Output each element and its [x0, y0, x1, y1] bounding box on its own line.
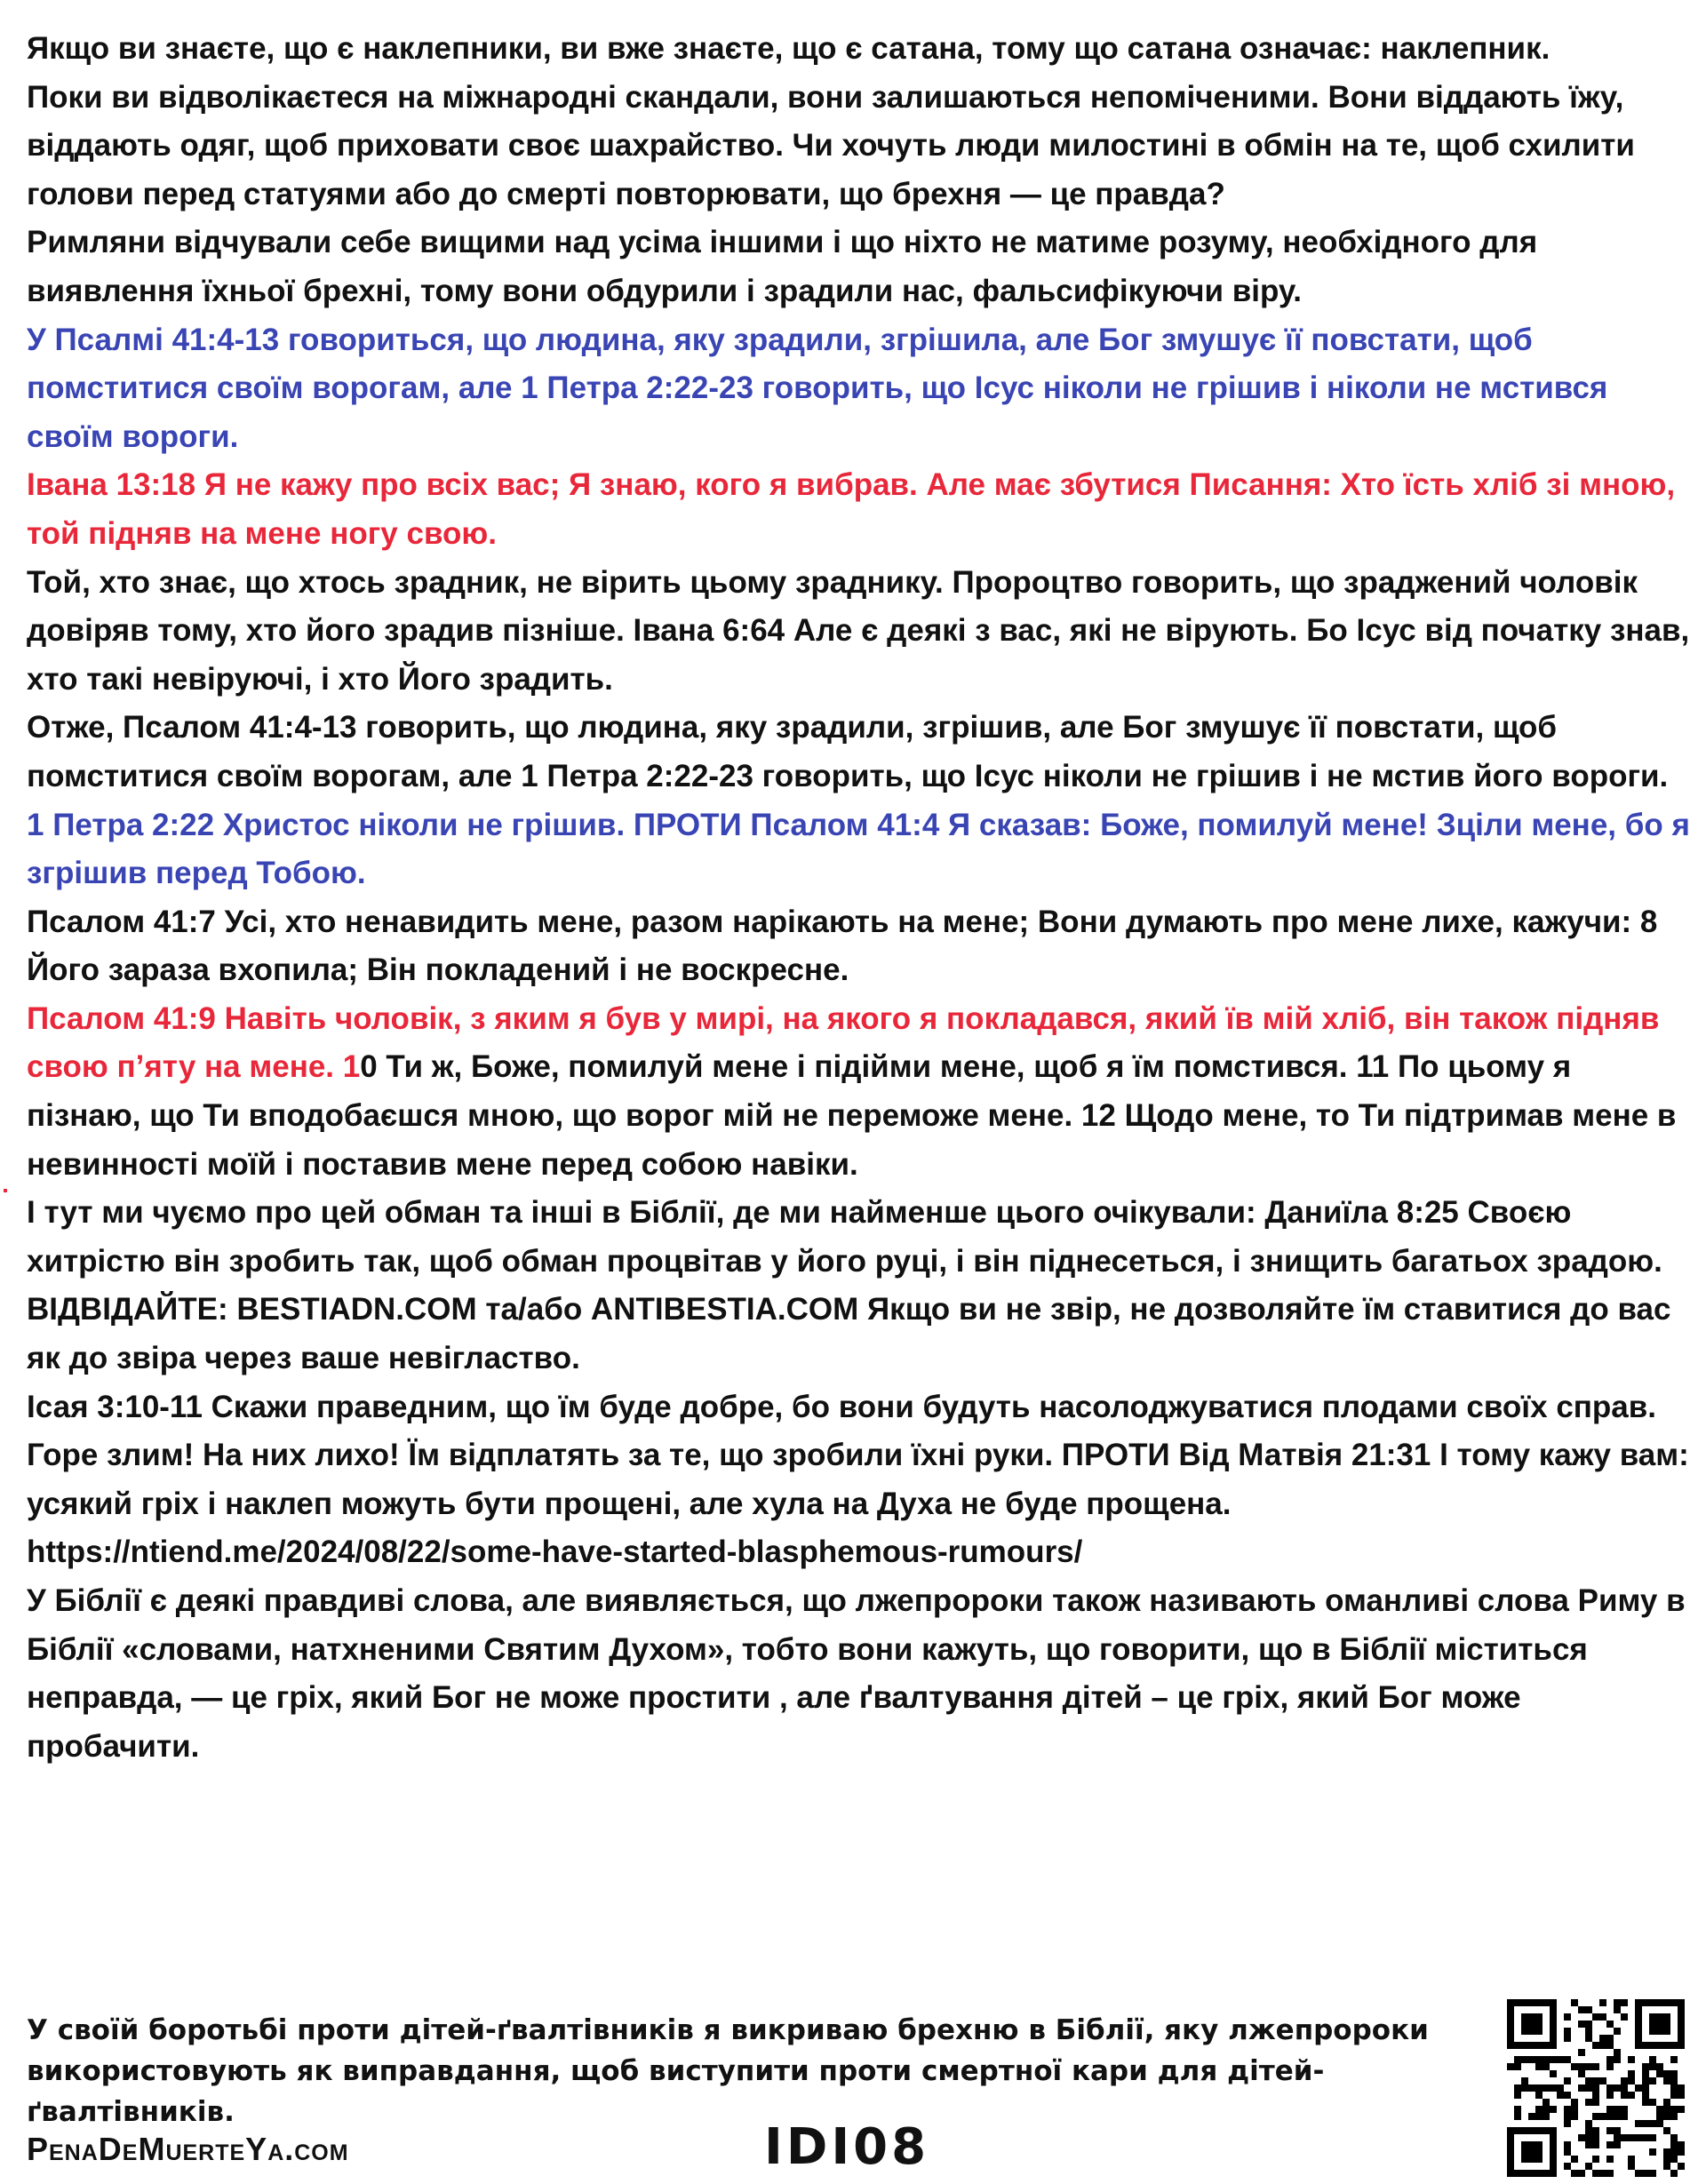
paragraph-5-red: Івана 13:18 Я не кажу про всіх вас; Я знаю, кого я вибрав. Але має збутися Писання: Хто їсть хліб зі мною, той підняв на мене ногу свою.	[27, 467, 1676, 551]
qr-code-icon	[1507, 1999, 1685, 2177]
bottom-note: У своїй боротьбі проти дітей-ґвалтівників я викриваю брехню в Біблії, яку лжепророки використовують як виправдання, щоб виступити проти смертної кари для дітей-ґвалтівників.	[27, 2014, 1429, 2128]
paragraph-1: Якщо ви знаєте, що є наклепники, ви вже знаєте, що є сатана, тому що сатана означає: наклепник.	[27, 31, 1551, 66]
paragraph-10-red-part: Псалом 41:9 Навіть чоловік, з яким я був у мирі, на якого я покладався, який їв мій хліб, він також підняв свою п’яту на мене. 1	[27, 1000, 1660, 1085]
brand-site: PenaDeMuerteYa.com	[27, 2131, 349, 2167]
paragraph-10-mixed	[27, 995, 1690, 1189]
paragraph-13: Ісая 3:10-11 Скажи праведним, що їм буде добре, бо вони будуть насолоджуватися плодами своїх справ. Горе злим! На них лихо! Їм відплатять за те, що зробили їхні руки. ПРОТИ Від Матвія 21:31 І тому кажу вам: усякий гріх і наклеп можуть бути прощені, але хула на Духа не буде прощена.	[27, 1389, 1689, 1521]
document-body	[27, 25, 1690, 1771]
paragraph-7: Отже, Псалом 41:4-13 говорить, що людина, яку зрадили, згрішив, але Бог змушує її повстати, щоб помститися своїм ворогам, але 1 Петра 2:22-23 говорить, що Ісус ніколи не грішив і не мстив його вороги.	[27, 710, 1669, 793]
paragraph-12: ВІДВІДАЙТЕ: BESTIADN.COM та/або ANTIBESTIA.COM Якщо ви не звір, не дозволяйте їм ставитися до вас як до звіра через ваше невігластво.	[27, 1292, 1671, 1376]
paragraph-2: Поки ви відволікаєтеся на міжнародні скандали, вони залишаються непоміченими. Вони віддають їжу, віддають одяг, щоб приховати своє шахрайство. Чи хочуть люди милостині в обмін на те, щоб схилити голови перед статуями або до смерті повторювати, що брехня — це правда?	[27, 79, 1635, 211]
paragraph-3: Римляни відчували себе вищими над усіма іншими і що ніхто не матиме розуму, необхідного для виявлення їхньої брехні, тому вони обдурили і зрадили нас, фальсифікуючи віру.	[27, 225, 1538, 308]
paragraph-14: У Біблії є деякі правдиві слова, але виявляється, що лжепророки також називають оманливі слова Риму в Біблії «словами, натхненими Святим Духом», тобто вони кажуть, що говорити, що в Біблії міститься неправда, — це гріх, який Бог не може простити , але ґвалтування дітей – це гріх, який Бог може пробачити.	[27, 1583, 1686, 1764]
stray-red-dot	[4, 1189, 7, 1192]
paragraph-11: І тут ми чуємо про цей обман та інші в Біблії, де ми найменше цього очікували: Даниїла 8:25 Своєю хитрістю він зробить так, щоб обман процвітав у його руці, і він піднесеться, і знищить багатьох зрадою.	[27, 1195, 1662, 1279]
url-line: https://ntiend.me/2024/08/22/some-have-started-blasphemous-rumours/	[27, 1534, 1083, 1570]
paragraph-8-blue: 1 Петра 2:22 Христос ніколи не грішив. ПРОТИ Псалом 41:4 Я сказав: Боже, помилуй мене! Зціли мене, бо я згрішив перед Тобою.	[27, 807, 1690, 891]
paragraph-10-black-part: 0 Ти ж, Боже, помилуй мене і підійми мене, щоб я їм помстився. 11 По цьому я пізнаю, що Ти вподобаєшся мною, що ворог мій не переможе мене. 12 Щодо мене, то Ти підтримав мене в невинності моїй і поставив мене перед собою навіки.	[27, 1049, 1677, 1182]
paragraph-4-blue: У Псалмі 41:4-13 говориться, що людина, яку зрадили, згрішила, але Бог змушує її повстати, щоб помститися своїм ворогам, але 1 Петра 2:22-23 говорить, що Ісус ніколи не грішив і ніколи не мстився своїм вороги.	[27, 322, 1608, 454]
paragraph-9: Псалом 41:7 Усі, хто ненавидить мене, разом нарікають на мене; Вони думають про мене лихе, кажучи: 8 Його зараза вхопила; Він покладений і не воскресне.	[27, 904, 1658, 988]
paragraph-6: Той, хто знає, що хтось зрадник, не вірить цьому зраднику. Пророцтво говорить, що зраджений чоловік довіряв тому, хто його зрадив пізніше. Івана 6:64 Але є деякі з вас, які не вірують. Бо Ісус від початку знав, хто такі невіруючі, і хто Його зрадить.	[27, 564, 1690, 697]
document-code: IDI08	[764, 2118, 930, 2176]
